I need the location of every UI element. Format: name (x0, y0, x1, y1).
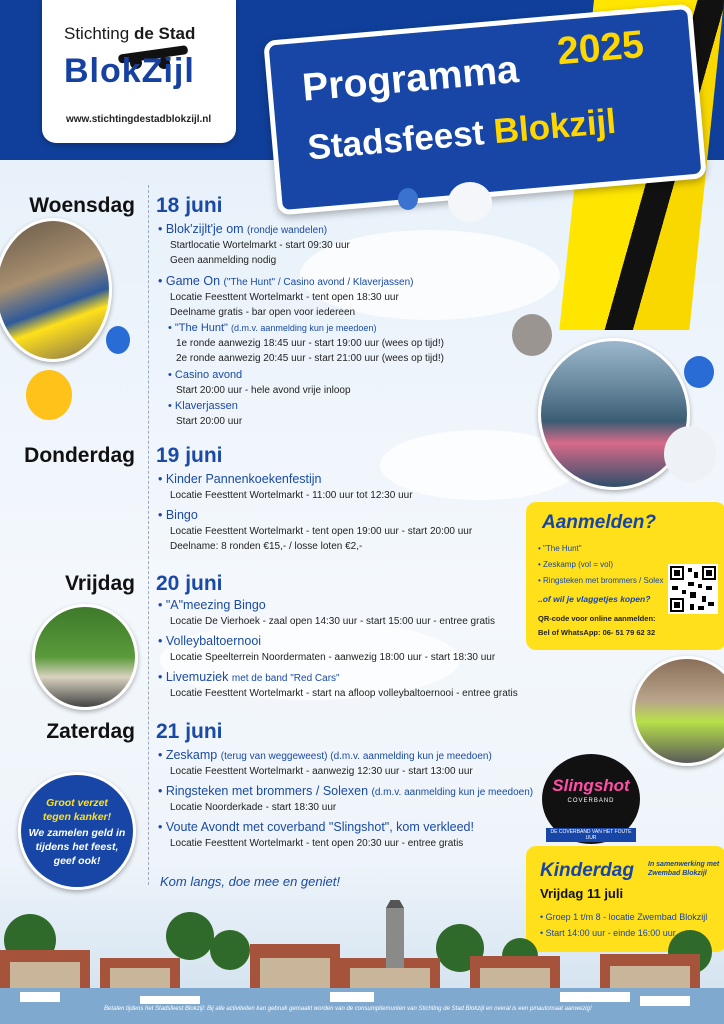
balloon-white (448, 182, 492, 222)
kinderdag-title: Kinderdag (540, 860, 634, 881)
day-date-zaterdag: 21 juni (156, 720, 223, 743)
logo-prefix-bold: de Stad (133, 24, 196, 43)
event-title: • Zeskamp (terug van weggeweest) (d.m.v. aanmelding kun je meedoen) (158, 748, 492, 762)
aanmelden-item: • "The Hunt" (538, 544, 582, 553)
event-detail: Locatie Feesttent Wortelmarkt - aanwezig 12:30 uur - start 13:00 uur (170, 766, 473, 777)
event-title: • Volleybaltoernooi (158, 634, 262, 648)
balloon-blue (106, 326, 130, 354)
event-detail: Geen aanmelding nodig (170, 255, 277, 266)
kinderdag-partner: In samenwerking met Zwembad Blokzijl (648, 861, 720, 877)
balloon-blue (684, 356, 714, 388)
day-date-woensdag: 18 juni (156, 194, 223, 217)
day-date-vrijdag: 20 juni (156, 572, 223, 595)
event-detail: Locatie Feesttent Wortelmarkt - tent open 19:00 uur - start 20:00 uur (170, 526, 473, 537)
title-line2: Stadsfeest Blokzijl (305, 101, 618, 168)
day-label-zaterdag: Zaterdag (46, 720, 135, 743)
fundraising-line: We zamelen geld in (28, 827, 126, 839)
event-detail: 1e ronde aanwezig 18:45 uur - start 19:00 uur (wees op tijd!) (176, 338, 444, 349)
aanmelden-box (526, 502, 724, 650)
event-detail: Locatie Feesttent Wortelmarkt - 11:00 uur tot 12:30 uur (170, 490, 413, 501)
logo (42, 0, 236, 143)
logo-url: www.stichtingdestadblokzijl.nl (66, 114, 212, 125)
fundraising-line: geef ook! (53, 855, 101, 867)
event-detail: Deelname: 8 ronden €15,- / losse loten €2,- (170, 541, 363, 552)
kinderdag-item: • Start 14:00 uur - einde 16:00 uur (540, 928, 676, 938)
slingshot-name: Slingshot (552, 776, 630, 795)
day-date-donderdag: 19 juni (156, 444, 223, 467)
footer-note: Betalen tijdens het Stadsfeest Blokzijl: Bij alle activiteiten kan gebruik gemaakt worden van de consumptiemunten van Stichting de Stad Blokzijl en overal is een pinautomaat aanwezig! (104, 1006, 592, 1012)
event-detail: Locatie Feesttent Wortelmarkt - tent open 20:30 uur - entree gratis (170, 838, 464, 849)
aanmelden-qr-note: QR-code voor online aanmelden: (538, 614, 656, 623)
event-detail: Locatie Noorderkade - start 18:30 uur (170, 802, 337, 813)
title-panel (263, 4, 707, 216)
event-detail: Deelname gratis - bar open voor iedereen (170, 307, 356, 318)
fundraising-badge (18, 772, 136, 890)
timeline-divider (148, 185, 150, 885)
fundraising-line: tijdens het feest, (35, 841, 119, 853)
aanmelden-question: ..of wil je vlaggetjes kopen? (538, 594, 651, 604)
event-detail: Locatie Speelterrein Noordermaten - aanwezig 18:00 uur - start 18:30 uur (170, 652, 496, 663)
balloon-blue (398, 188, 418, 210)
balloon-yellow (26, 370, 72, 420)
event-detail: Start 20:00 uur (176, 416, 243, 427)
kinderdag-item: • Groep 1 t/m 8 - locatie Zwembad Blokzijl (540, 912, 708, 922)
subevent-title: • "The Hunt" (d.m.v. aanmelding kun je meedoen) (168, 322, 377, 334)
kinderdag-date: Vrijdag 11 juli (540, 886, 624, 901)
day-label-donderdag: Donderdag (24, 444, 135, 467)
slingshot-tagline: DE COVERBAND VAN HET FOUTE UUR (546, 828, 636, 842)
event-detail: Locatie De Vierhoek - zaal open 14:30 uur - start 15:00 uur - entree gratis (170, 616, 496, 627)
subevent-title: • Casino avond (168, 369, 243, 381)
fundraising-line: Groot verzet (46, 797, 108, 809)
balloon-white (664, 426, 716, 482)
aanmelden-phone-note: Bel of WhatsApp: 06- 51 79 62 32 (538, 628, 656, 637)
event-title: • Game On ("The Hunt" / Casino avond / Klaverjassen) (158, 274, 414, 288)
logo-prefix: Stichting (64, 24, 134, 43)
event-title: • Kinder Pannenkoekenfestijn (158, 472, 322, 486)
day-label-woensdag: Woensdag (29, 194, 135, 217)
qr-code-icon[interactable] (668, 564, 718, 614)
event-title: • Voute Avondt met coverband "Slingshot", kom verkleed! (158, 820, 474, 834)
slogan: Kom langs, doe mee en geniet! (160, 874, 340, 889)
event-detail: 2e ronde aanwezig 20:45 uur - start 21:00 uur (wees op tijd!) (176, 353, 444, 364)
event-title: • "A"meezing Bingo (158, 598, 266, 612)
event-detail: Start 20:00 uur - hele avond vrije inloop (176, 385, 351, 396)
event-detail: Locatie Feesttent Wortelmarkt - start na afloop volleybaltoernooi - entree gratis (170, 688, 518, 699)
slingshot-sub: COVERBAND (567, 798, 615, 804)
subevent-title: • Klaverjassen (168, 400, 238, 412)
slingshot-logo (542, 754, 640, 844)
aanmelden-item: • Zeskamp (vol = vol) (538, 560, 614, 569)
title-year: 2025 (555, 23, 646, 74)
event-title: • Blok'zijlt'je om (rondje wandelen) (158, 222, 328, 236)
event-title: • Ringsteken met brommers / Solexen (d.m.v. aanmelding kun je meedoen) (158, 784, 534, 798)
logo-name: BlokZijl (64, 52, 195, 90)
photo-volleyball (32, 604, 138, 710)
event-detail: Startlocatie Wortelmarkt - start 09:30 uur (170, 240, 350, 251)
title-line1: Programma (300, 48, 521, 110)
event-title: • Bingo (158, 508, 198, 522)
day-label-vrijdag: Vrijdag (64, 572, 135, 595)
aanmelden-item: • Ringsteken met brommers / Solex (538, 576, 664, 585)
balloon-grey (512, 314, 552, 356)
event-detail: Locatie Feesttent Wortelmarkt - tent open 18:30 uur (170, 292, 399, 303)
fundraising-line: tegen kanker! (42, 811, 112, 823)
aanmelden-title: Aanmelden? (542, 512, 657, 533)
event-title: • Livemuziek met de band "Red Cars" (158, 670, 340, 684)
